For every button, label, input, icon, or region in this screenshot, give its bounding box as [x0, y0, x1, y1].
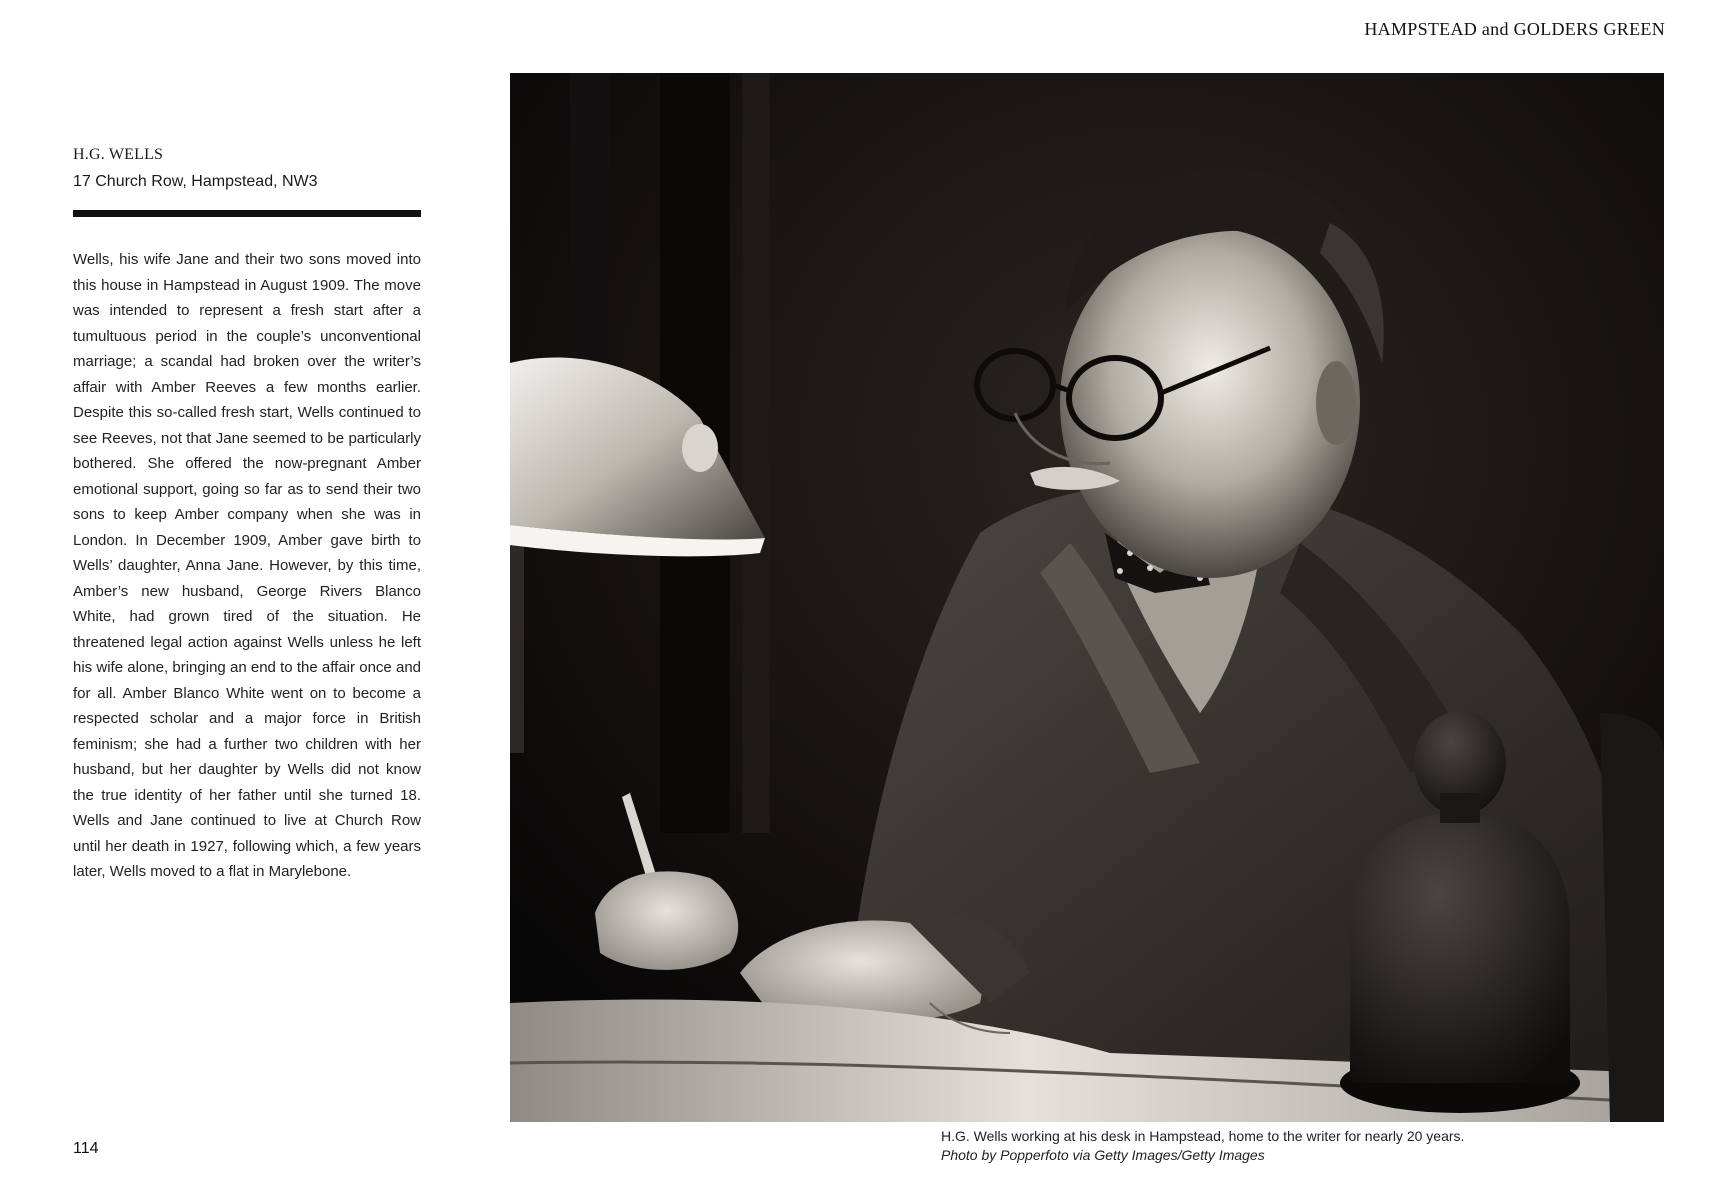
photo-caption [941, 1127, 1464, 1165]
running-head-part2: GOLDERS GREEN [1513, 19, 1665, 39]
caption-text: H.G. Wells working at his desk in Hampstead, home to the writer for nearly 20 years. [941, 1128, 1465, 1144]
photo-credit: Photo by Popperfoto via Getty Images/Getty Images [941, 1147, 1265, 1163]
entry-address: 17 Church Row, Hampstead, NW3 [73, 173, 318, 190]
hg-wells-photo [510, 73, 1664, 1122]
running-head-part1: HAMPSTEAD [1364, 19, 1478, 39]
page-number: 114 [73, 1140, 99, 1157]
running-head [1364, 19, 1665, 40]
entry-name: H.G. WELLS [73, 146, 164, 163]
running-head-joiner: and [1481, 19, 1509, 39]
entry-body: Wells, his wife Jane and their two sons moved into this house in Hampstead in August 1909. The move was intended to represent a fresh start after a tumultuous period in the couple’s unconventional marriage; a scandal had broken over the writer’s affair with Amber Reeves a few months earlier. Despite this so-called fresh start, Wells continued to see Reeves, not that Jane seemed to be particularly bothered. She offered the now-pregnant Amber emotional support, going so far as to send their two sons to keep Amber company when she was in London. In December 1909, Amber gave birth to Wells’ daughter, Anna Jane. However, by this time, Amber’s new husband, George Rivers Blanco White, had grown tired of the situation. He threatened legal action against Wells unless he left his wife alone, bringing an end to the affair once and for all. Amber Blanco White went on to become a respected scholar and a major force in British feminism; she had a further two children with her husband, but her daughter by Wells did not know the true identity of her father until she turned 18. Wells and Jane continued to live at Church Row until her death in 1927, following which, a few years later, Wells moved to a flat in Marylebone. [73, 251, 421, 880]
entry-column [73, 144, 421, 900]
heading-rule [73, 210, 421, 217]
